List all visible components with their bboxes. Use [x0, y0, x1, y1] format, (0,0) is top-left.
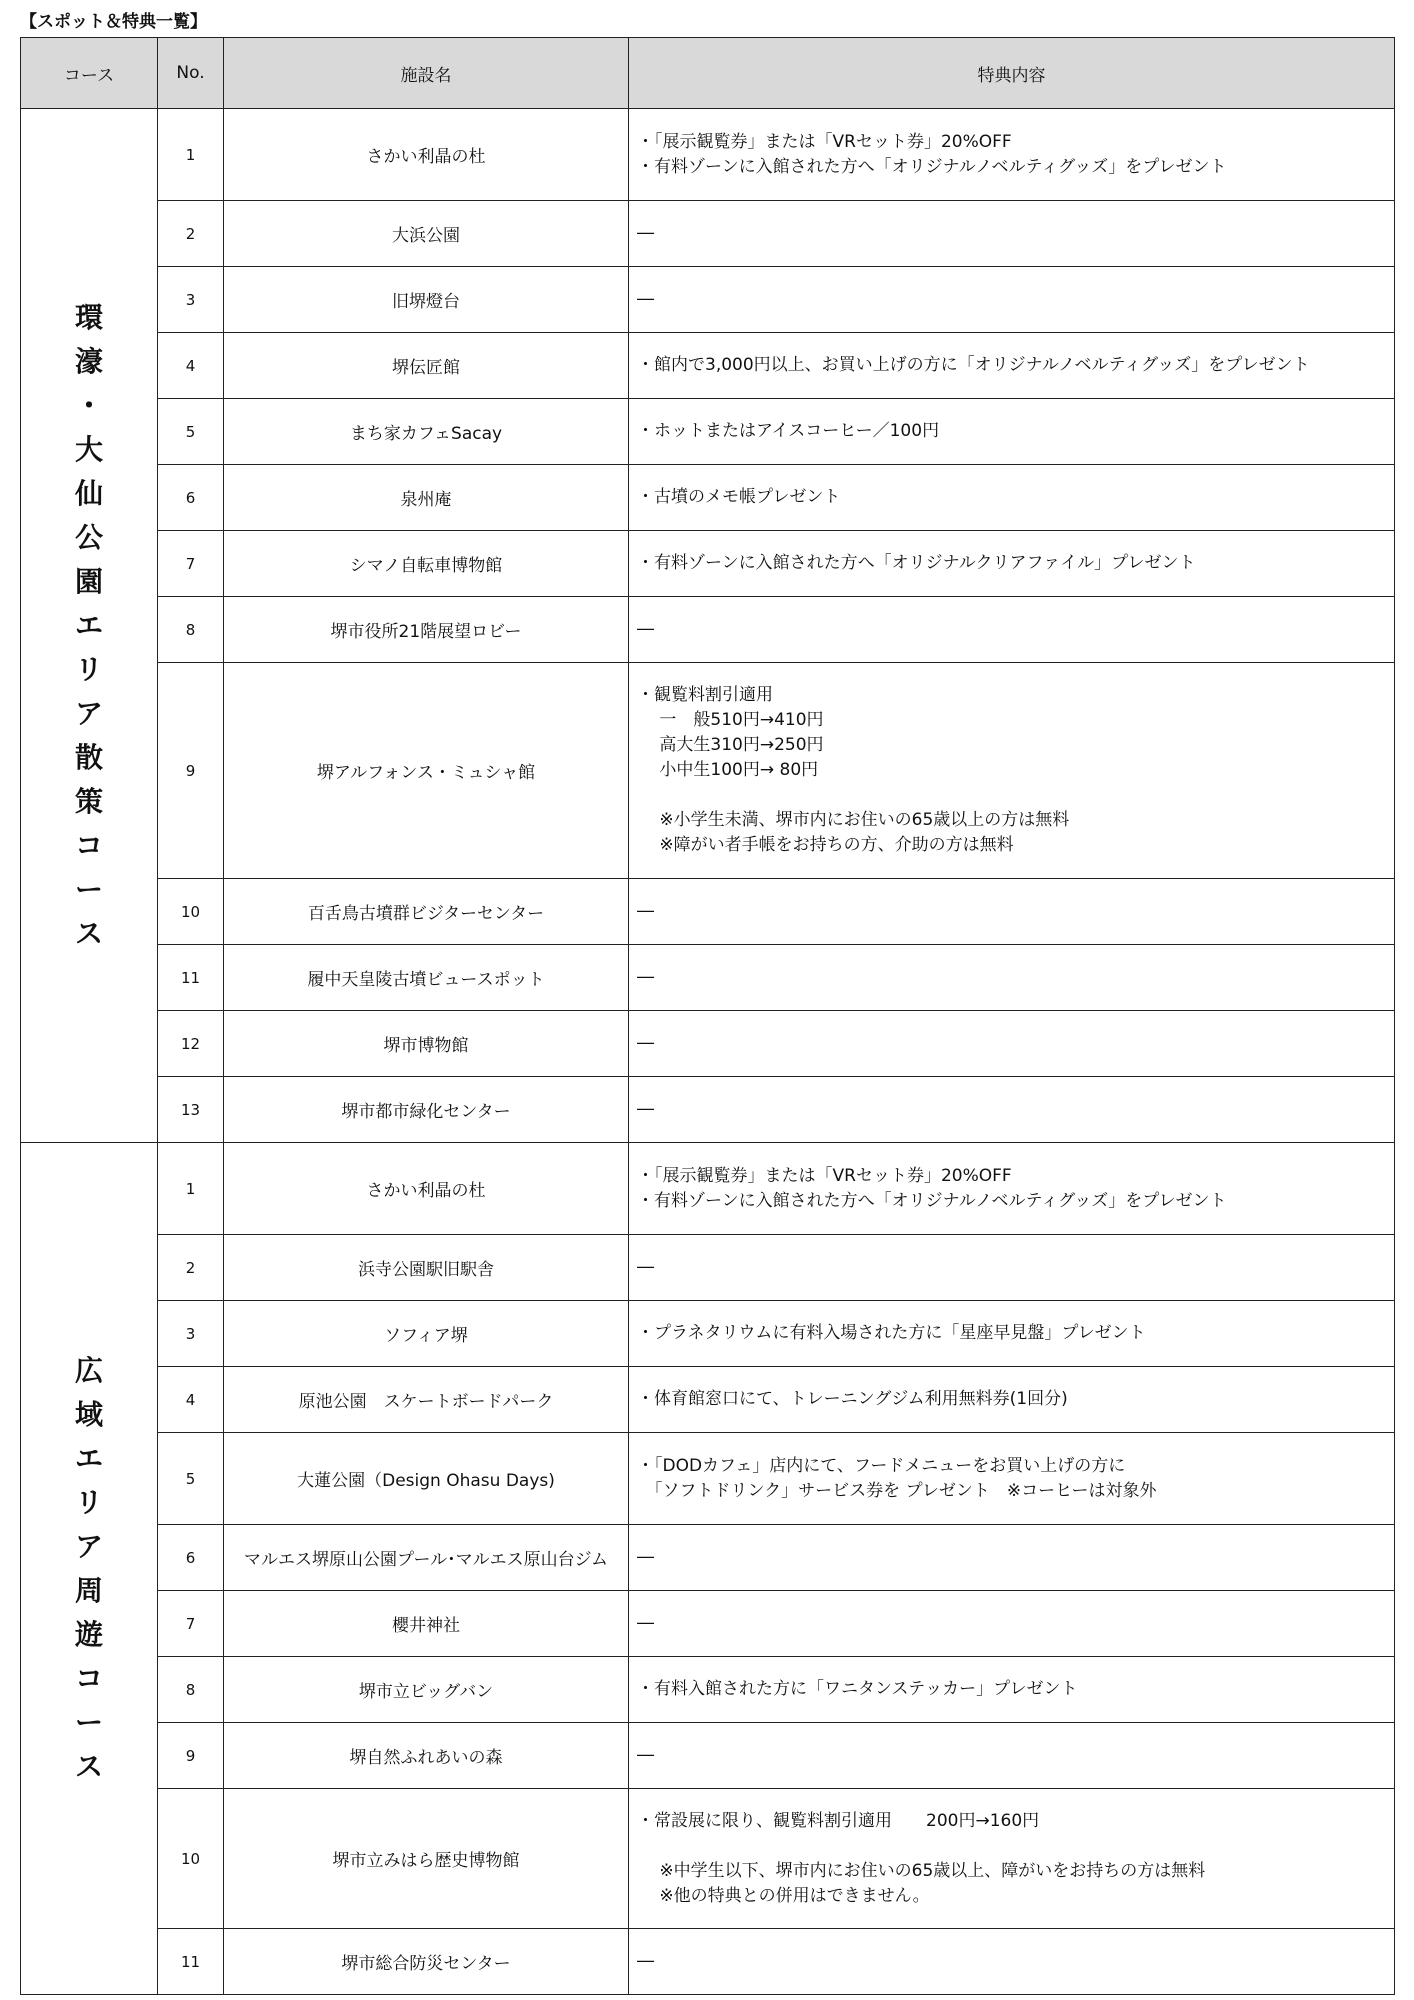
row-number: 10 — [158, 879, 224, 945]
benefit-content: ― — [629, 201, 1395, 267]
table-row — [21, 531, 1395, 597]
benefit-content: ― — [629, 879, 1395, 945]
table-row — [21, 399, 1395, 465]
benefit-content: ― — [629, 1591, 1395, 1657]
table-row — [21, 109, 1395, 201]
row-number: 13 — [158, 1077, 224, 1143]
table-row — [21, 597, 1395, 663]
row-number: 10 — [158, 1789, 224, 1929]
table-row — [21, 1011, 1395, 1077]
benefit-content: ― — [629, 1525, 1395, 1591]
facility-name: さかい利晶の杜 — [224, 1143, 629, 1235]
facility-name: まち家カフェSacay — [224, 399, 629, 465]
benefit-content: ・「展示観覧券」または「VRセット券」20%OFF ・有料ゾーンに入館された方へ「オリジナルノベルティグッズ」をプレゼント — [629, 1143, 1395, 1235]
facility-name: さかい利晶の杜 — [224, 109, 629, 201]
row-number: 2 — [158, 201, 224, 267]
facility-name: 泉州庵 — [224, 465, 629, 531]
benefit-content: ・「展示観覧券」または「VRセット券」20%OFF ・有料ゾーンに入館された方へ「オリジナルノベルティグッズ」をプレゼント — [629, 109, 1395, 201]
table-row — [21, 663, 1395, 879]
row-number: 2 — [158, 1235, 224, 1301]
header-facility: 施設名 — [224, 38, 629, 109]
table-row — [21, 333, 1395, 399]
facility-name: 堺市博物館 — [224, 1011, 629, 1077]
header-benefit: 特典内容 — [629, 38, 1395, 109]
benefit-content: ― — [629, 1077, 1395, 1143]
table-row — [21, 1077, 1395, 1143]
facility-name: 堺アルフォンス・ミュシャ館 — [224, 663, 629, 879]
table-row — [21, 465, 1395, 531]
benefit-content: ― — [629, 597, 1395, 663]
row-number: 12 — [158, 1011, 224, 1077]
row-number: 3 — [158, 1301, 224, 1367]
course-cell — [21, 1143, 158, 1995]
table-row — [21, 1789, 1395, 1929]
facility-name: 堺市役所21階展望ロビー — [224, 597, 629, 663]
row-number: 7 — [158, 531, 224, 597]
benefit-content: ・観覧料割引適用 一 般510円→410円 高大生310円→250円 小中生100円→ 80円 ※小学生未満、堺市内にお住いの65歳以上の方は無料 ※障がい者手帳をお持ちの方、介助の方は無料 — [629, 663, 1395, 879]
table-row — [21, 1591, 1395, 1657]
benefit-content: ・有料ゾーンに入館された方へ「オリジナルクリアファイル」プレゼント — [629, 531, 1395, 597]
benefit-content: ・常設展に限り、観覧料割引適用 200円→160円 ※中学生以下、堺市内にお住いの65歳以上、障がいをお持ちの方は無料 ※他の特典との併用はできません。 — [629, 1789, 1395, 1929]
facility-name: 履中天皇陵古墳ビュースポット — [224, 945, 629, 1011]
row-number: 6 — [158, 1525, 224, 1591]
row-number: 8 — [158, 597, 224, 663]
benefit-content: ・有料入館された方に「ワニタンステッカー」プレゼント — [629, 1657, 1395, 1723]
table-row — [21, 1929, 1395, 1995]
facility-name: 堺市総合防災センター — [224, 1929, 629, 1995]
facility-name: 大浜公園 — [224, 201, 629, 267]
table-row — [21, 1657, 1395, 1723]
facility-name: 大蓮公園（Design Ohasu Days) — [224, 1433, 629, 1525]
benefit-content: ― — [629, 1235, 1395, 1301]
facility-name: 百舌鳥古墳群ビジターセンター — [224, 879, 629, 945]
benefit-content: ・古墳のメモ帳プレゼント — [629, 465, 1395, 531]
table-row — [21, 1367, 1395, 1433]
row-number: 11 — [158, 945, 224, 1011]
benefit-content: ・体育館窓口にて、トレーニングジム利用無料券(1回分) — [629, 1367, 1395, 1433]
row-number: 9 — [158, 663, 224, 879]
course-name: 環 濠 ・ 大 仙 公 園 エ リ ア 散 策 コ ー ス — [74, 300, 103, 950]
row-number: 4 — [158, 1367, 224, 1433]
benefit-content: ― — [629, 1011, 1395, 1077]
facility-name: ソフィア堺 — [224, 1301, 629, 1367]
row-number: 4 — [158, 333, 224, 399]
page-title: 【スポット＆特典一覧】 — [20, 12, 207, 32]
table-row — [21, 945, 1395, 1011]
table-row — [21, 1143, 1395, 1235]
facility-name: 櫻井神社 — [224, 1591, 629, 1657]
table-row — [21, 879, 1395, 945]
table-row — [21, 1723, 1395, 1789]
facility-name: 旧堺燈台 — [224, 267, 629, 333]
row-number: 7 — [158, 1591, 224, 1657]
table-row — [21, 1301, 1395, 1367]
benefit-content: ― — [629, 945, 1395, 1011]
benefit-content: ― — [629, 267, 1395, 333]
course-name: 広 域 エ リ ア 周 遊 コ ー ス — [74, 1353, 103, 1783]
header-course: コース — [21, 38, 158, 109]
facility-name: マルエス堺原山公園プール･マルエス原山台ジム — [224, 1525, 629, 1591]
row-number: 1 — [158, 1143, 224, 1235]
row-number: 11 — [158, 1929, 224, 1995]
facility-name: 浜寺公園駅旧駅舎 — [224, 1235, 629, 1301]
spots-benefits-table — [20, 37, 1395, 1995]
benefit-content: ・プラネタリウムに有料入場された方に「星座早見盤」プレゼント — [629, 1301, 1395, 1367]
table-body — [21, 109, 1395, 1995]
benefit-content: ・ホットまたはアイスコーヒー／100円 — [629, 399, 1395, 465]
course-cell — [21, 109, 158, 1143]
row-number: 8 — [158, 1657, 224, 1723]
facility-name: 堺市立ビッグバン — [224, 1657, 629, 1723]
table-row — [21, 1525, 1395, 1591]
table-row — [21, 1433, 1395, 1525]
facility-name: 原池公園 スケートボードパーク — [224, 1367, 629, 1433]
row-number: 3 — [158, 267, 224, 333]
facility-name: 堺自然ふれあいの森 — [224, 1723, 629, 1789]
facility-name: シマノ自転車博物館 — [224, 531, 629, 597]
benefit-content: ・「DODカフェ」店内にて、フードメニューをお買い上げの方に 「ソフトドリンク」サービス券を プレゼント ※コーヒーは対象外 — [629, 1433, 1395, 1525]
row-number: 5 — [158, 399, 224, 465]
row-number: 5 — [158, 1433, 224, 1525]
table-row — [21, 1235, 1395, 1301]
header-no: No. — [158, 38, 224, 109]
facility-name: 堺伝匠館 — [224, 333, 629, 399]
benefit-content: ― — [629, 1723, 1395, 1789]
row-number: 9 — [158, 1723, 224, 1789]
benefit-content: ― — [629, 1929, 1395, 1995]
table-header-row — [21, 38, 1395, 109]
table-row — [21, 201, 1395, 267]
facility-name: 堺市都市緑化センター — [224, 1077, 629, 1143]
row-number: 6 — [158, 465, 224, 531]
facility-name: 堺市立みはら歴史博物館 — [224, 1789, 629, 1929]
table-row — [21, 267, 1395, 333]
row-number: 1 — [158, 109, 224, 201]
benefit-content: ・館内で3,000円以上、お買い上げの方に「オリジナルノベルティグッズ」をプレゼント — [629, 333, 1395, 399]
